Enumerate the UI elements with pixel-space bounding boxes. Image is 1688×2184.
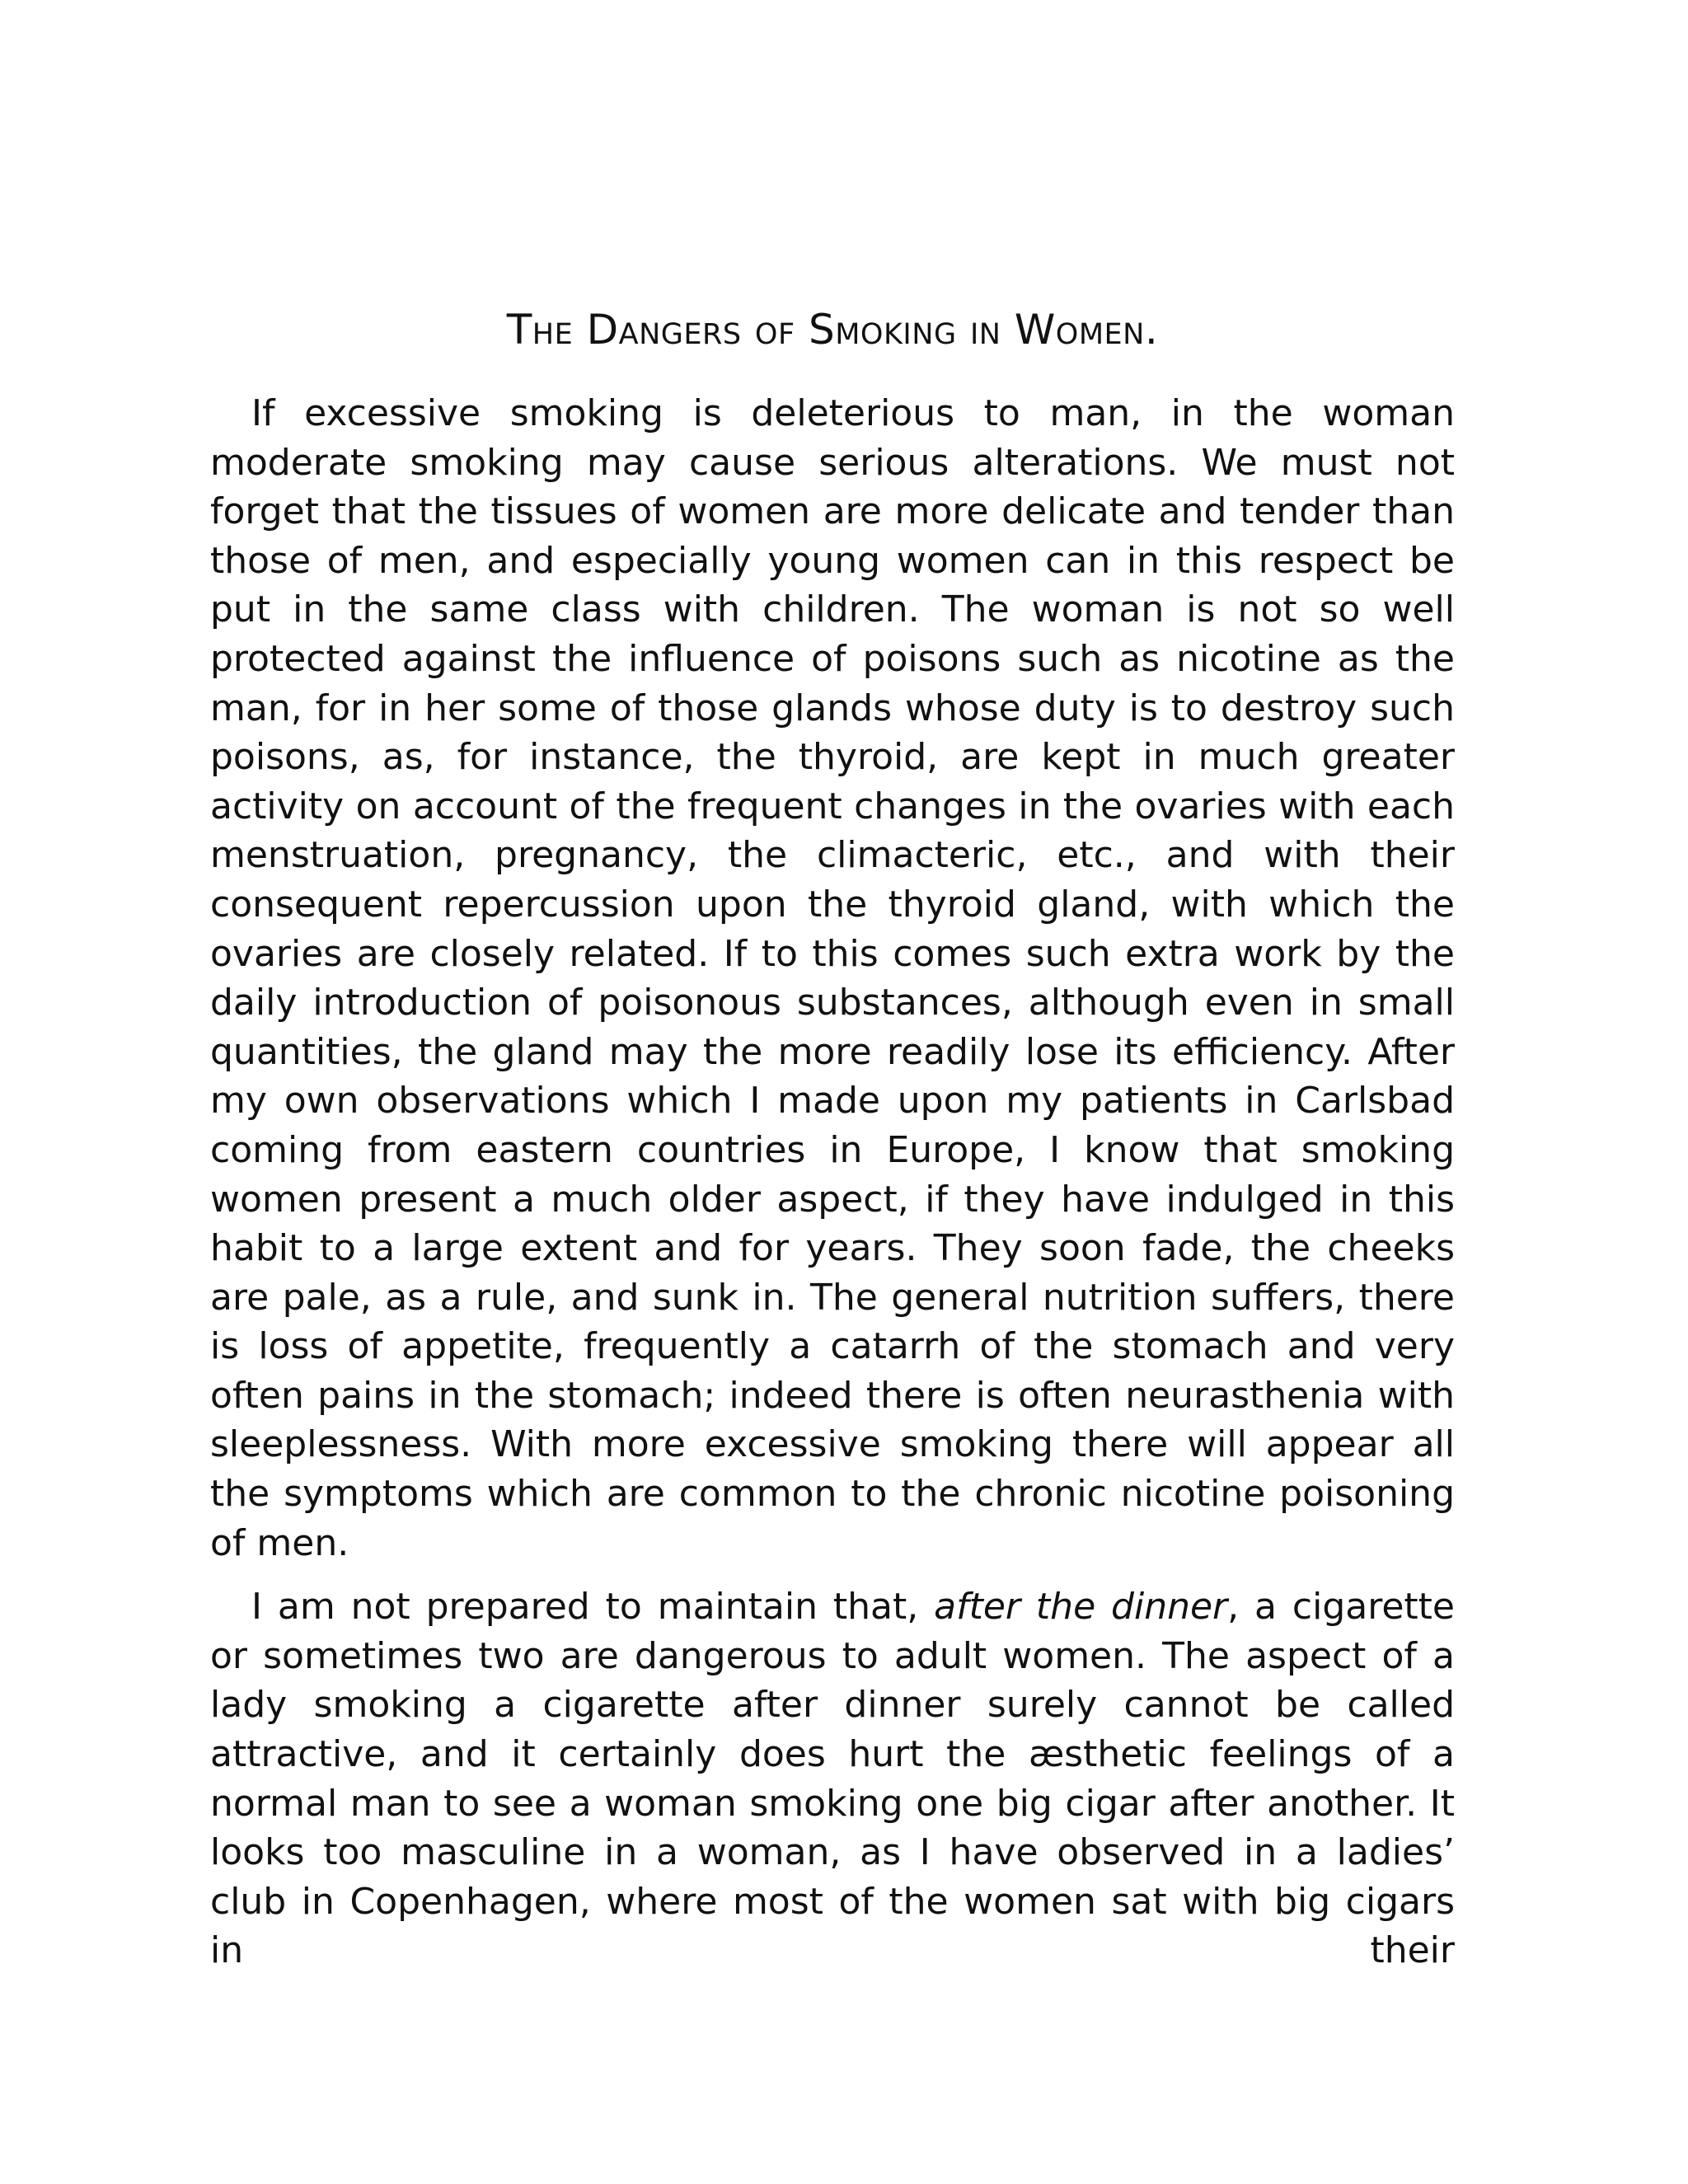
paragraph-2-rest: , a cigarette or sometimes two are dangerous to adult women. The aspect of a lady smoking a cigarette after dinner surely cannot be called attractive, and it certainly does hurt the æsthetic feelings of a normal man to see a woman smoking one big cigar after another. It looks too masculine in a woman, as I have observed in a ladies’ club in Copenhagen, where most of the women sat with big cigars in their: [210, 1586, 1455, 1972]
paragraph-2: [210, 1582, 1455, 1975]
paragraph-2-emphasis: after the dinner: [934, 1586, 1228, 1629]
page-title: The Dangers of Smoking in Women.: [506, 306, 1159, 354]
document-page: [210, 305, 1455, 1990]
paragraph-1: If excessive smoking is deleterious to man, in the woman moderate smoking may cause serious alterations. We must not forget that the tissues of women are more delicate and tender than those of men, and especially young women can in this respect be put in the same class with children. The woman is not so well protected against the influence of poisons such as nicotine as the man, for in her some of those glands whose duty is to destroy such poisons, as, for instance, the thyroid, are kept in much greater activity on account of the frequent changes in the ovaries with each menstruation, pregnancy, the climacteric, etc., and with their consequent repercussion upon the thyroid gland, with which the ovaries are closely related. If to this comes such extra work by the daily introduction of poisonous substances, although even in small quantities, the gland may the more readily lose its efficiency. After my own observations which I made upon my patients in Carlsbad coming from eastern countries in Europe, I know that smoking women present a much older aspect, if they have indulged in this habit to a large extent and for years. They soon fade, the cheeks are pale, as a rule, and sunk in. The general nutrition suffers, there is loss of appetite, frequently a catarrh of the stomach and very often pains in the stomach; indeed there is often neurasthenia with sleeplessness. With more excessive smoking there will appear all the symptoms which are common to the chronic nicotine poisoning of men.: [210, 392, 1455, 1564]
paragraph-2-start: I am not prepared to maintain that,: [251, 1586, 935, 1629]
